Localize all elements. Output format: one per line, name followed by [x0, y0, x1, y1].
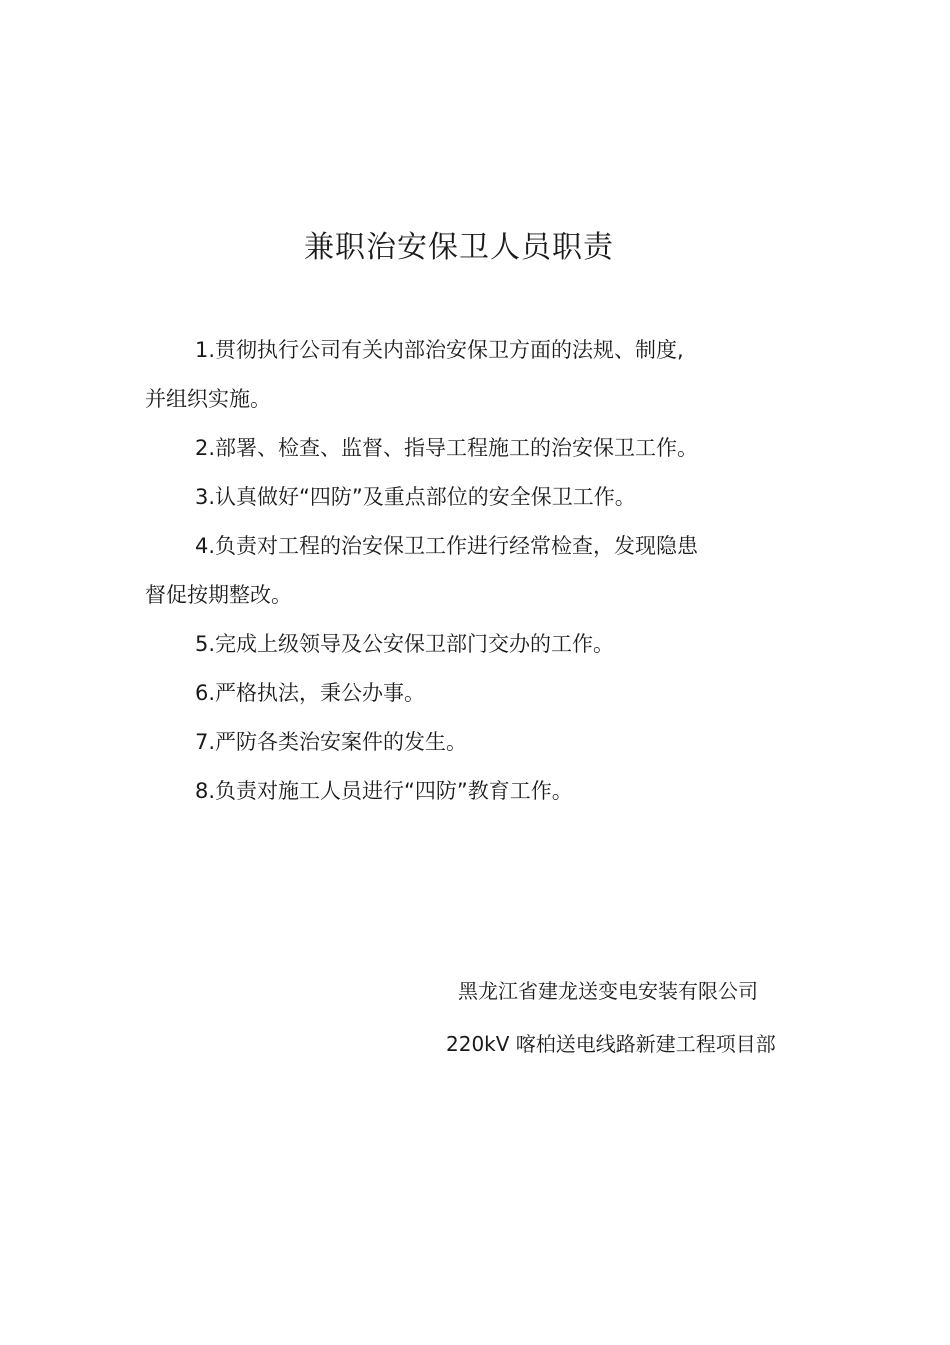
duty-item-4-line1: 4.负责对工程的治安保卫工作进行经常检查，发现隐患	[195, 534, 699, 558]
duty-item-5-text: 5.完成上级领导及公安保卫部门交办的工作。	[195, 632, 615, 656]
duty-item-1-line1: 1.贯彻执行公司有关内部治安保卫方面的法规、制度,	[195, 338, 684, 362]
duty-item-6-text: 6.严格执法，秉公办事。	[195, 681, 426, 705]
duty-item-1-continuation	[145, 375, 745, 424]
duty-item-4-continuation	[145, 571, 745, 620]
duty-item-7-text: 7.严防各类治安案件的发生。	[195, 730, 468, 754]
duty-item-5	[145, 620, 745, 669]
duty-item-3	[145, 473, 745, 522]
duty-item-1	[145, 326, 745, 375]
duty-item-1-line2: 并组织实施。	[145, 387, 271, 411]
signature-project: 220kV 喀柏送电线路新建工程项目部	[446, 1032, 776, 1056]
duty-list	[145, 326, 745, 816]
duty-item-7	[145, 718, 745, 767]
duty-item-8	[145, 767, 745, 816]
duty-item-8-text: 8.负责对施工人员进行“四防”教育工作。	[195, 779, 573, 803]
duty-item-2-text: 2.部署、检查、监督、指导工程施工的治安保卫工作。	[195, 436, 699, 460]
signature-company: 黑龙江省建龙送变电安装有限公司	[458, 979, 758, 1003]
duty-item-6	[145, 669, 745, 718]
duty-item-3-text: 3.认真做好“四防”及重点部位的安全保卫工作。	[195, 485, 636, 509]
duty-item-4-line2: 督促按期整改。	[145, 583, 292, 607]
duty-item-2	[145, 424, 745, 473]
duty-item-4	[145, 522, 745, 571]
document-title: 兼职治安保卫人员职责	[304, 230, 614, 265]
